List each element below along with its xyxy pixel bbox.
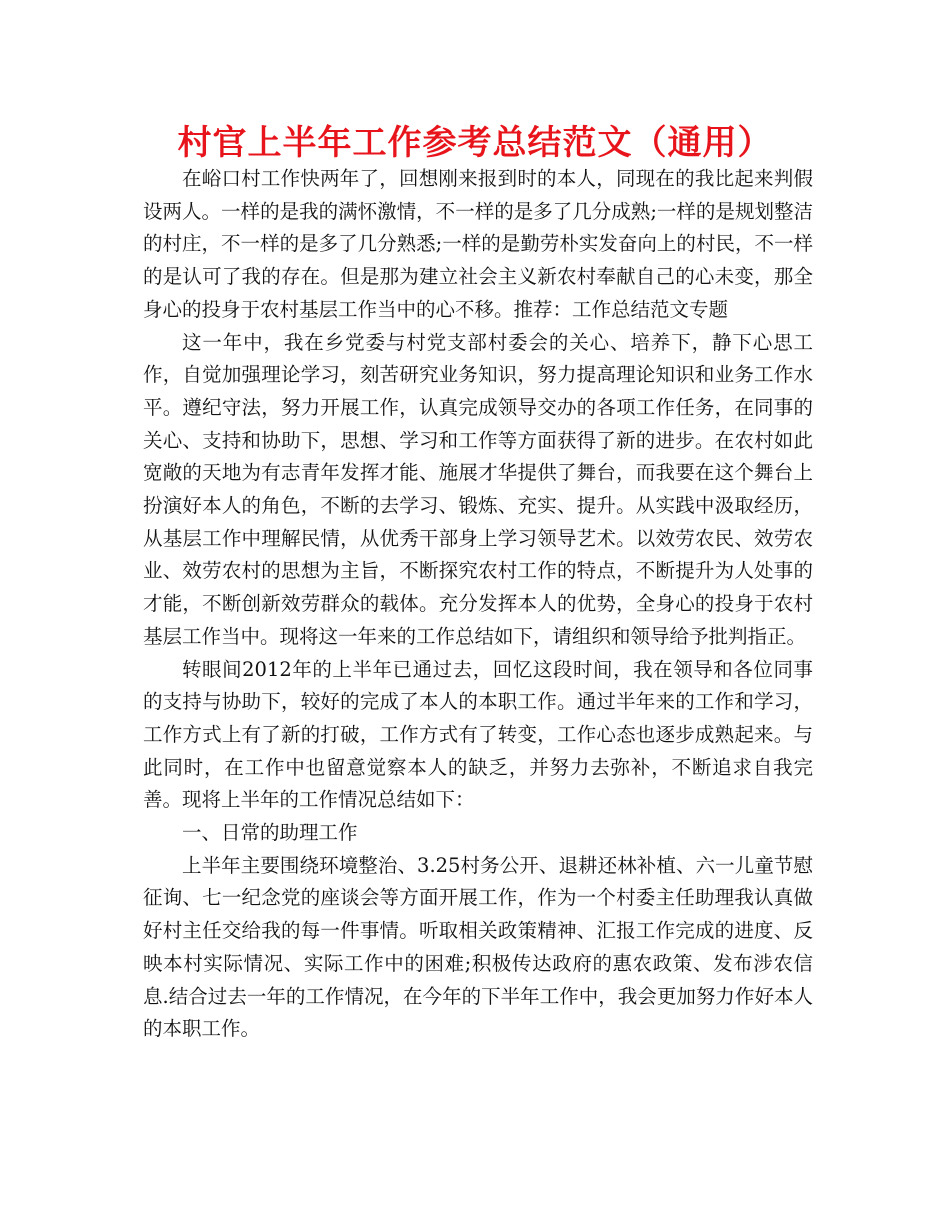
paragraph-4: 上半年主要围绕环境整治、3.25村务公开、退耕还林补植、六一儿童节慰征询、七一纪念党的座谈会等方面开展工作，作为一个村委主任助理我认真做好村主任交给我的每一件事情。听取相关政策精神、汇报工作完成的进度、反映本村实际情况、实际工作中的困难;积极传达政府的惠农政策、发布涉农信息.结合过去一年的工作情况，在今年的下半年工作中，我会更加努力作好本人的本职工作。 <box>143 853 813 1041</box>
paragraph-1: 在峪口村工作快两年了，回想刚来报到时的本人，同现在的我比起来判假设两人。一样的是我的满怀激情，不一样的是多了几分成熟;一样的是规划整洁的村庄，不一样的是多了几分熟悉;一样的是勤劳朴实发奋向上的村民，不一样的是认可了我的存在。但是那为建立社会主义新农村奉献自己的心未变，那全身心的投身于农村基层工作当中的心不移。推荐：工作总结范文专题 <box>143 167 813 321</box>
section-heading: 一、日常的助理工作 <box>182 821 358 845</box>
paragraph-3: 转眼间2012年的上半年已通过去，回忆这段时间，我在领导和各位同事的支持与协助下，较好的完成了本人的本职工作。通过半年来的工作和学习，工作方式上有了新的打破，工作方式有了转变，工作心态也逐步成熟起来。与此同时，在工作中也留意觉察本人的缺乏，并努力去弥补，不断追求自我完善。现将上半年的工作情况总结如下： <box>143 657 813 812</box>
document-body <box>143 163 813 1046</box>
paragraph-2: 这一年中，我在乡党委与村党支部村委会的关心、培养下，静下心思工作，自觉加强理论学习，刻苦研究业务知识，努力提高理论知识和业务工作水平。遵纪守法，努力开展工作，认真完成领导交办的各项工作任务，在同事的关心、支持和协助下，思想、学习和工作等方面获得了新的进步。在农村如此宽敞的天地为有志青年发挥才能、施展才华提供了舞台，而我要在这个舞台上扮演好本人的角色，不断的去学习、锻炼、充实、提升。从实践中汲取经历，从基层工作中理解民情，从优秀干部身上学习领导艺术。以效劳农民、效劳农业、效劳农村的思想为主旨，不断探究农村工作的特点，不断提升为人处事的才能，不断创新效劳群众的载体。充分发挥本人的优势，全身心的投身于农村基层工作当中。现将这一年来的工作总结如下，请组织和领导给予批判指正。 <box>143 330 813 648</box>
document-title: 村官上半年工作参考总结范文（通用） <box>177 123 773 163</box>
